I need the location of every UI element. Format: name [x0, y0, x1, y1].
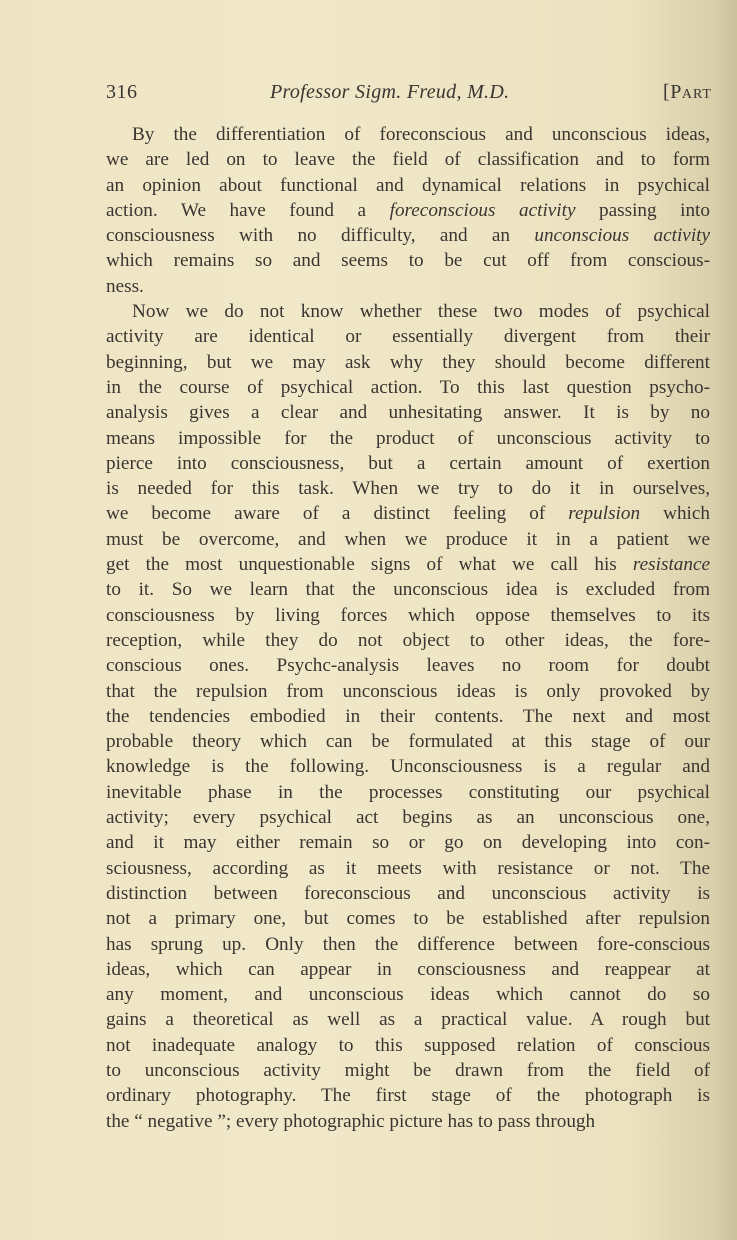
text-run: the “ negative ”; every photographic picture has to pass through	[106, 1110, 596, 1132]
text-run: in the course of psychical action. To this last question psycho-	[106, 376, 710, 398]
text-line	[106, 906, 710, 931]
text-run: activity; every psychical act begins as an unconscious one,	[106, 807, 710, 829]
text-line	[106, 476, 710, 501]
text-run: ordinary photography. The first stage of the photograph is	[106, 1085, 710, 1107]
text-line	[106, 881, 710, 906]
text-run: action. We have found a	[106, 199, 390, 221]
text-run: an opinion about functional and dynamical relations in psychical	[106, 174, 710, 196]
text-run: probable theory which can be formulated at this stage of our	[106, 731, 710, 753]
text-run: analysis gives a clear and unhesitating answer. It is by no	[106, 402, 710, 424]
text-line	[106, 223, 710, 248]
text-run: the tendencies embodied in their contents. The next and most	[106, 705, 710, 727]
text-line	[106, 426, 710, 451]
text-line	[106, 501, 710, 526]
text-run: activity are identical or essentially divergent from their	[106, 326, 710, 348]
italic-phrase: repulsion	[568, 503, 641, 525]
text-line	[106, 350, 710, 375]
paragraph	[106, 299, 710, 1134]
text-run: not a primary one, but comes to be established after repulsion	[106, 908, 710, 930]
text-line	[106, 274, 710, 299]
italic-phrase: unconscious activity	[534, 225, 711, 247]
text-run: ideas, which can appear in consciousness and reappear at	[106, 958, 710, 980]
text-line	[106, 780, 710, 805]
text-run: ness.	[106, 275, 144, 297]
text-run: gains a theoretical as well as a practical value. A rough but	[106, 1009, 710, 1031]
text-run: consciousness by living forces which oppose themselves to its	[106, 604, 710, 626]
text-run: sciousness, according as it meets with resistance or not. The	[106, 857, 710, 879]
text-line	[106, 527, 710, 552]
text-line	[106, 1058, 710, 1083]
text-run: distinction between foreconscious and unconscious activity is	[106, 882, 710, 904]
text-run: that the repulsion from unconscious ideas is only provoked by	[106, 680, 710, 702]
section-label-rest: ART	[681, 87, 712, 102]
text-line	[106, 375, 710, 400]
text-run: get the most unquestionable signs of what we call his	[106, 554, 633, 576]
text-run: reception, while they do not object to other ideas, the fore-	[106, 629, 710, 651]
text-line	[106, 653, 710, 678]
running-title: Professor Sigm. Freud, M.D.	[270, 81, 510, 103]
text-run: is needed for this task. When we try to do it in ourselves,	[106, 478, 710, 500]
text-run: which	[640, 503, 710, 525]
text-run: pierce into consciousness, but a certain amount of exertion	[106, 452, 710, 474]
text-line	[106, 982, 710, 1007]
text-line	[106, 628, 710, 653]
text-line	[106, 830, 710, 855]
running-header	[106, 81, 712, 111]
text-line	[106, 1083, 710, 1108]
text-line	[106, 603, 710, 628]
text-run: to unconscious activity might be drawn from the field of	[106, 1059, 710, 1081]
text-run: By the differentiation of foreconscious and unconscious ideas,	[132, 124, 710, 145]
text-run: passing into	[575, 199, 710, 221]
paragraph	[106, 122, 710, 299]
text-run: we become aware of a distinct feeling of	[106, 503, 569, 525]
text-line	[106, 400, 710, 425]
text-run: we are led on to leave the field of classification and to form	[106, 149, 710, 171]
text-run: knowledge is the following. Unconsciousness is a regular and	[106, 756, 710, 778]
italic-phrase: resistance	[632, 554, 710, 576]
text-run: inevitable phase in the processes constituting our psychical	[106, 781, 710, 803]
text-line	[106, 805, 710, 830]
text-line	[106, 1007, 710, 1032]
text-line	[106, 577, 710, 602]
text-line	[106, 932, 710, 957]
section-label	[663, 81, 712, 104]
text-line	[106, 754, 710, 779]
text-line	[106, 957, 710, 982]
text-line	[106, 704, 710, 729]
text-line	[106, 679, 710, 704]
text-line	[106, 324, 710, 349]
italic-phrase: foreconscious activity	[389, 199, 576, 221]
text-run: conscious ones. Psychc-analysis leaves no room for doubt	[106, 655, 710, 677]
section-label-open: [P	[663, 81, 682, 103]
text-run: any moment, and unconscious ideas which cannot do so	[106, 984, 710, 1006]
text-run: which remains so and seems to be cut off from conscious-	[106, 250, 710, 272]
text-line	[106, 198, 710, 223]
text-run: means impossible for the product of unconscious activity to	[106, 427, 710, 449]
text-line	[106, 248, 710, 273]
text-line	[106, 1033, 710, 1058]
text-run: consciousness with no difficulty, and an	[106, 225, 535, 247]
text-line	[106, 122, 710, 147]
text-run: to it. So we learn that the unconscious idea is excluded from	[106, 579, 710, 601]
text-run: beginning, but we may ask why they should become different	[106, 351, 710, 373]
text-line	[106, 451, 710, 476]
text-run: Now we do not know whether these two modes of psychical	[132, 301, 710, 323]
text-line	[106, 552, 710, 577]
text-run: and it may either remain so or go on developing into con-	[106, 832, 710, 854]
text-line	[106, 856, 710, 881]
text-run: not inadequate analogy to this supposed relation of conscious	[106, 1034, 710, 1056]
text-line	[106, 147, 710, 172]
page-number: 316	[106, 81, 138, 103]
text-line	[106, 299, 710, 324]
body-text	[106, 122, 710, 1134]
text-line	[106, 729, 710, 754]
text-line	[106, 173, 710, 198]
text-run: must be overcome, and when we produce it in a patient we	[106, 528, 710, 550]
text-run: has sprung up. Only then the difference between fore-conscious	[106, 933, 710, 955]
text-line	[106, 1109, 710, 1134]
